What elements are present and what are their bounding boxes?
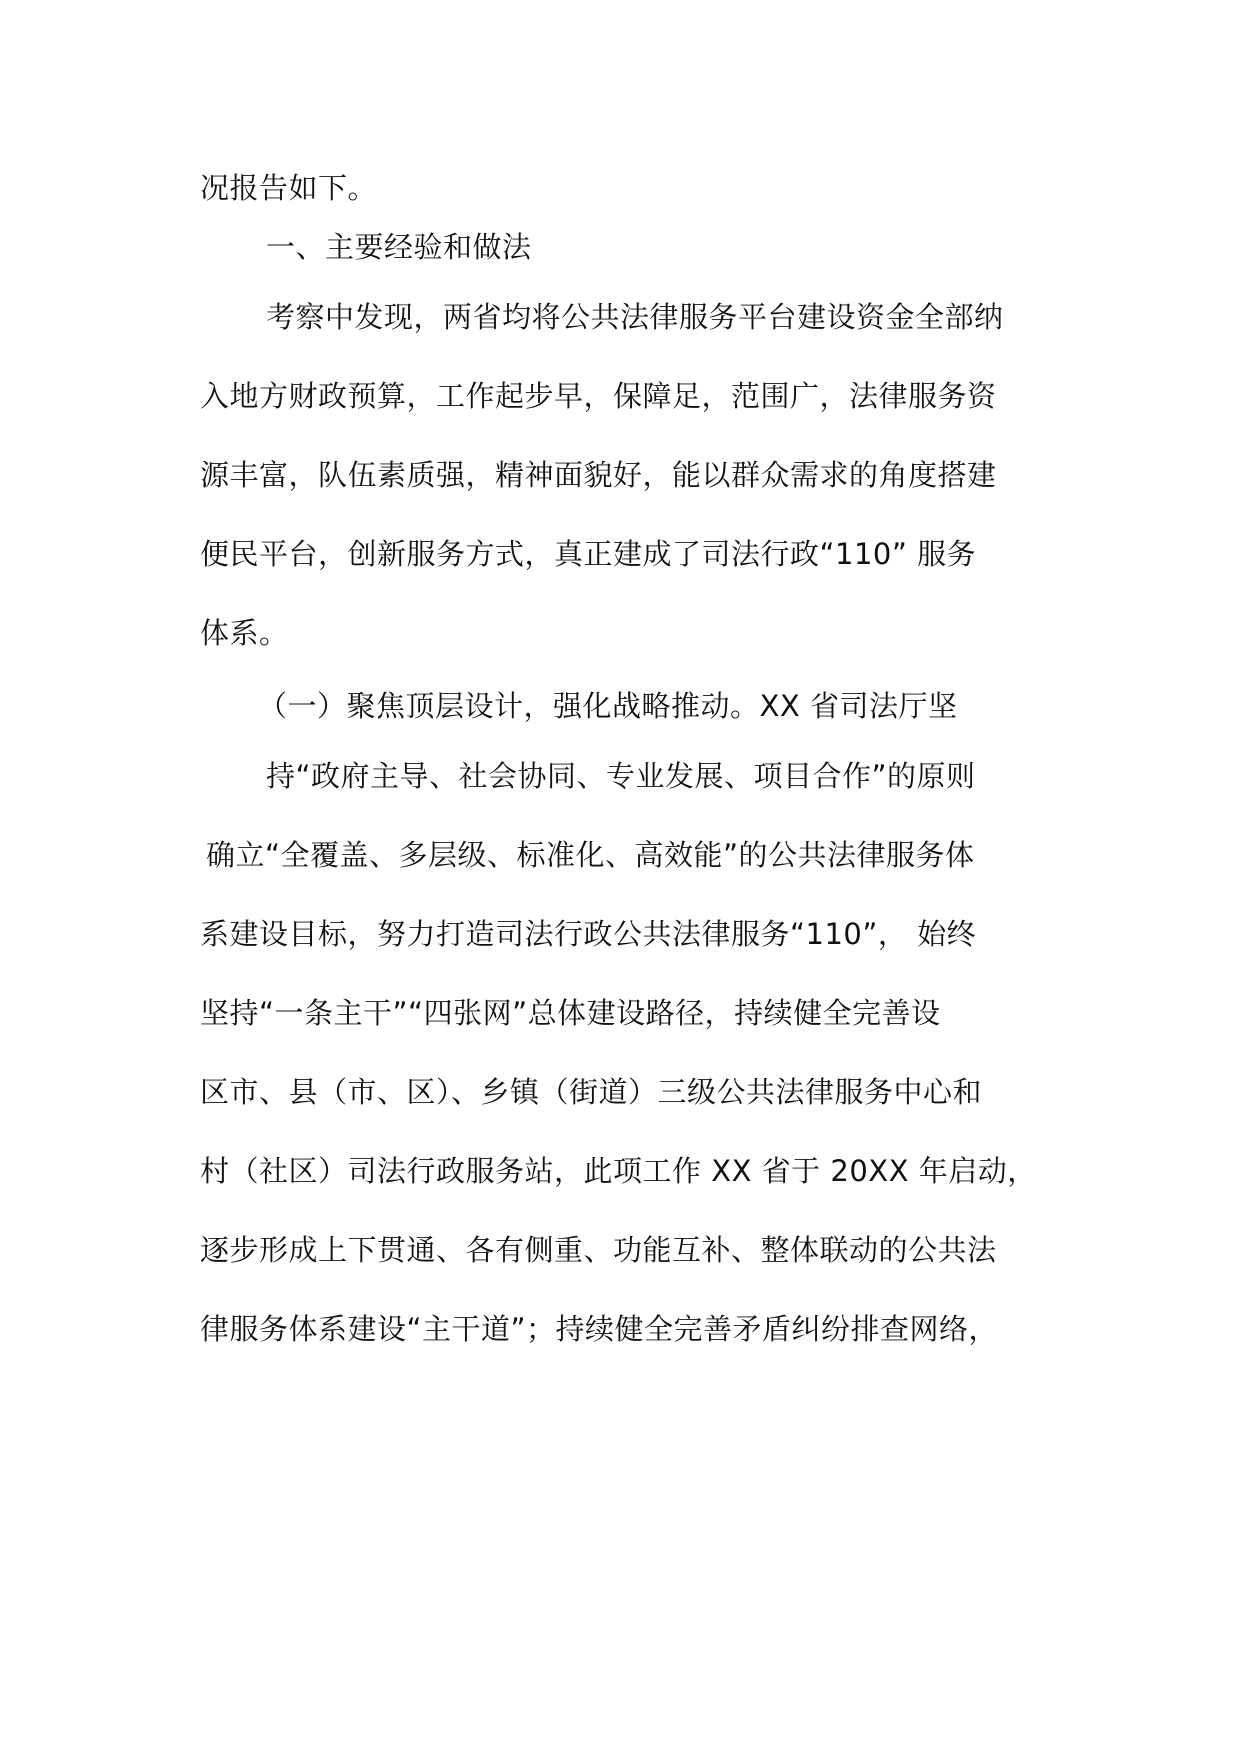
paragraph-line-2: 入地方财政预算，工作起步早，保障足，范围广，法律服务资 bbox=[200, 379, 997, 413]
paragraph-line-10: 区市、县（市、区）、乡镇（街道）三级公共法律服务中心和 bbox=[200, 1075, 983, 1109]
paragraph-line-11: 村（社区）司法行政服务站，此项工作 XX 省于 20XX 年启动， bbox=[200, 1154, 1037, 1188]
section-heading: 一、主要经验和做法 bbox=[266, 230, 532, 264]
paragraph-line-7: 确立“全覆盖、多层级、标准化、高效能”的公共法律服务体 bbox=[206, 838, 975, 872]
paragraph-line-6: 持“政府主导、社会协同、专业发展、项目合作”的原则 bbox=[266, 759, 976, 793]
paragraph-line-5: 体系。 bbox=[200, 616, 289, 650]
paragraph-line-12: 逐步形成上下贯通、各有侧重、功能互补、整体联动的公共法 bbox=[200, 1233, 997, 1267]
paragraph-line-9: 坚持“一条主干”“四张网”总体建设路径，持续健全完善设 bbox=[200, 996, 941, 1030]
text-line-1: 况报告如下。 bbox=[200, 171, 378, 205]
paragraph-line-1: 考察中发现，两省均将公共法律服务平台建设资金全部纳 bbox=[266, 300, 1004, 334]
subsection-heading: （一）聚焦顶层设计，强化战略推动。XX 省司法厅坚 bbox=[258, 689, 958, 723]
paragraph-line-13: 律服务体系建设“主干道”；持续健全完善矛盾纠纷排查网络， bbox=[200, 1312, 999, 1346]
paragraph-line-3: 源丰富，队伍素质强，精神面貌好，能以群众需求的角度搭建 bbox=[200, 458, 997, 492]
paragraph-line-4: 便民平台，创新服务方式，真正建成了司法行政“110” 服务 bbox=[200, 537, 977, 571]
paragraph-line-8: 系建设目标，努力打造司法行政公共法律服务“110”， 始终 bbox=[200, 917, 977, 951]
